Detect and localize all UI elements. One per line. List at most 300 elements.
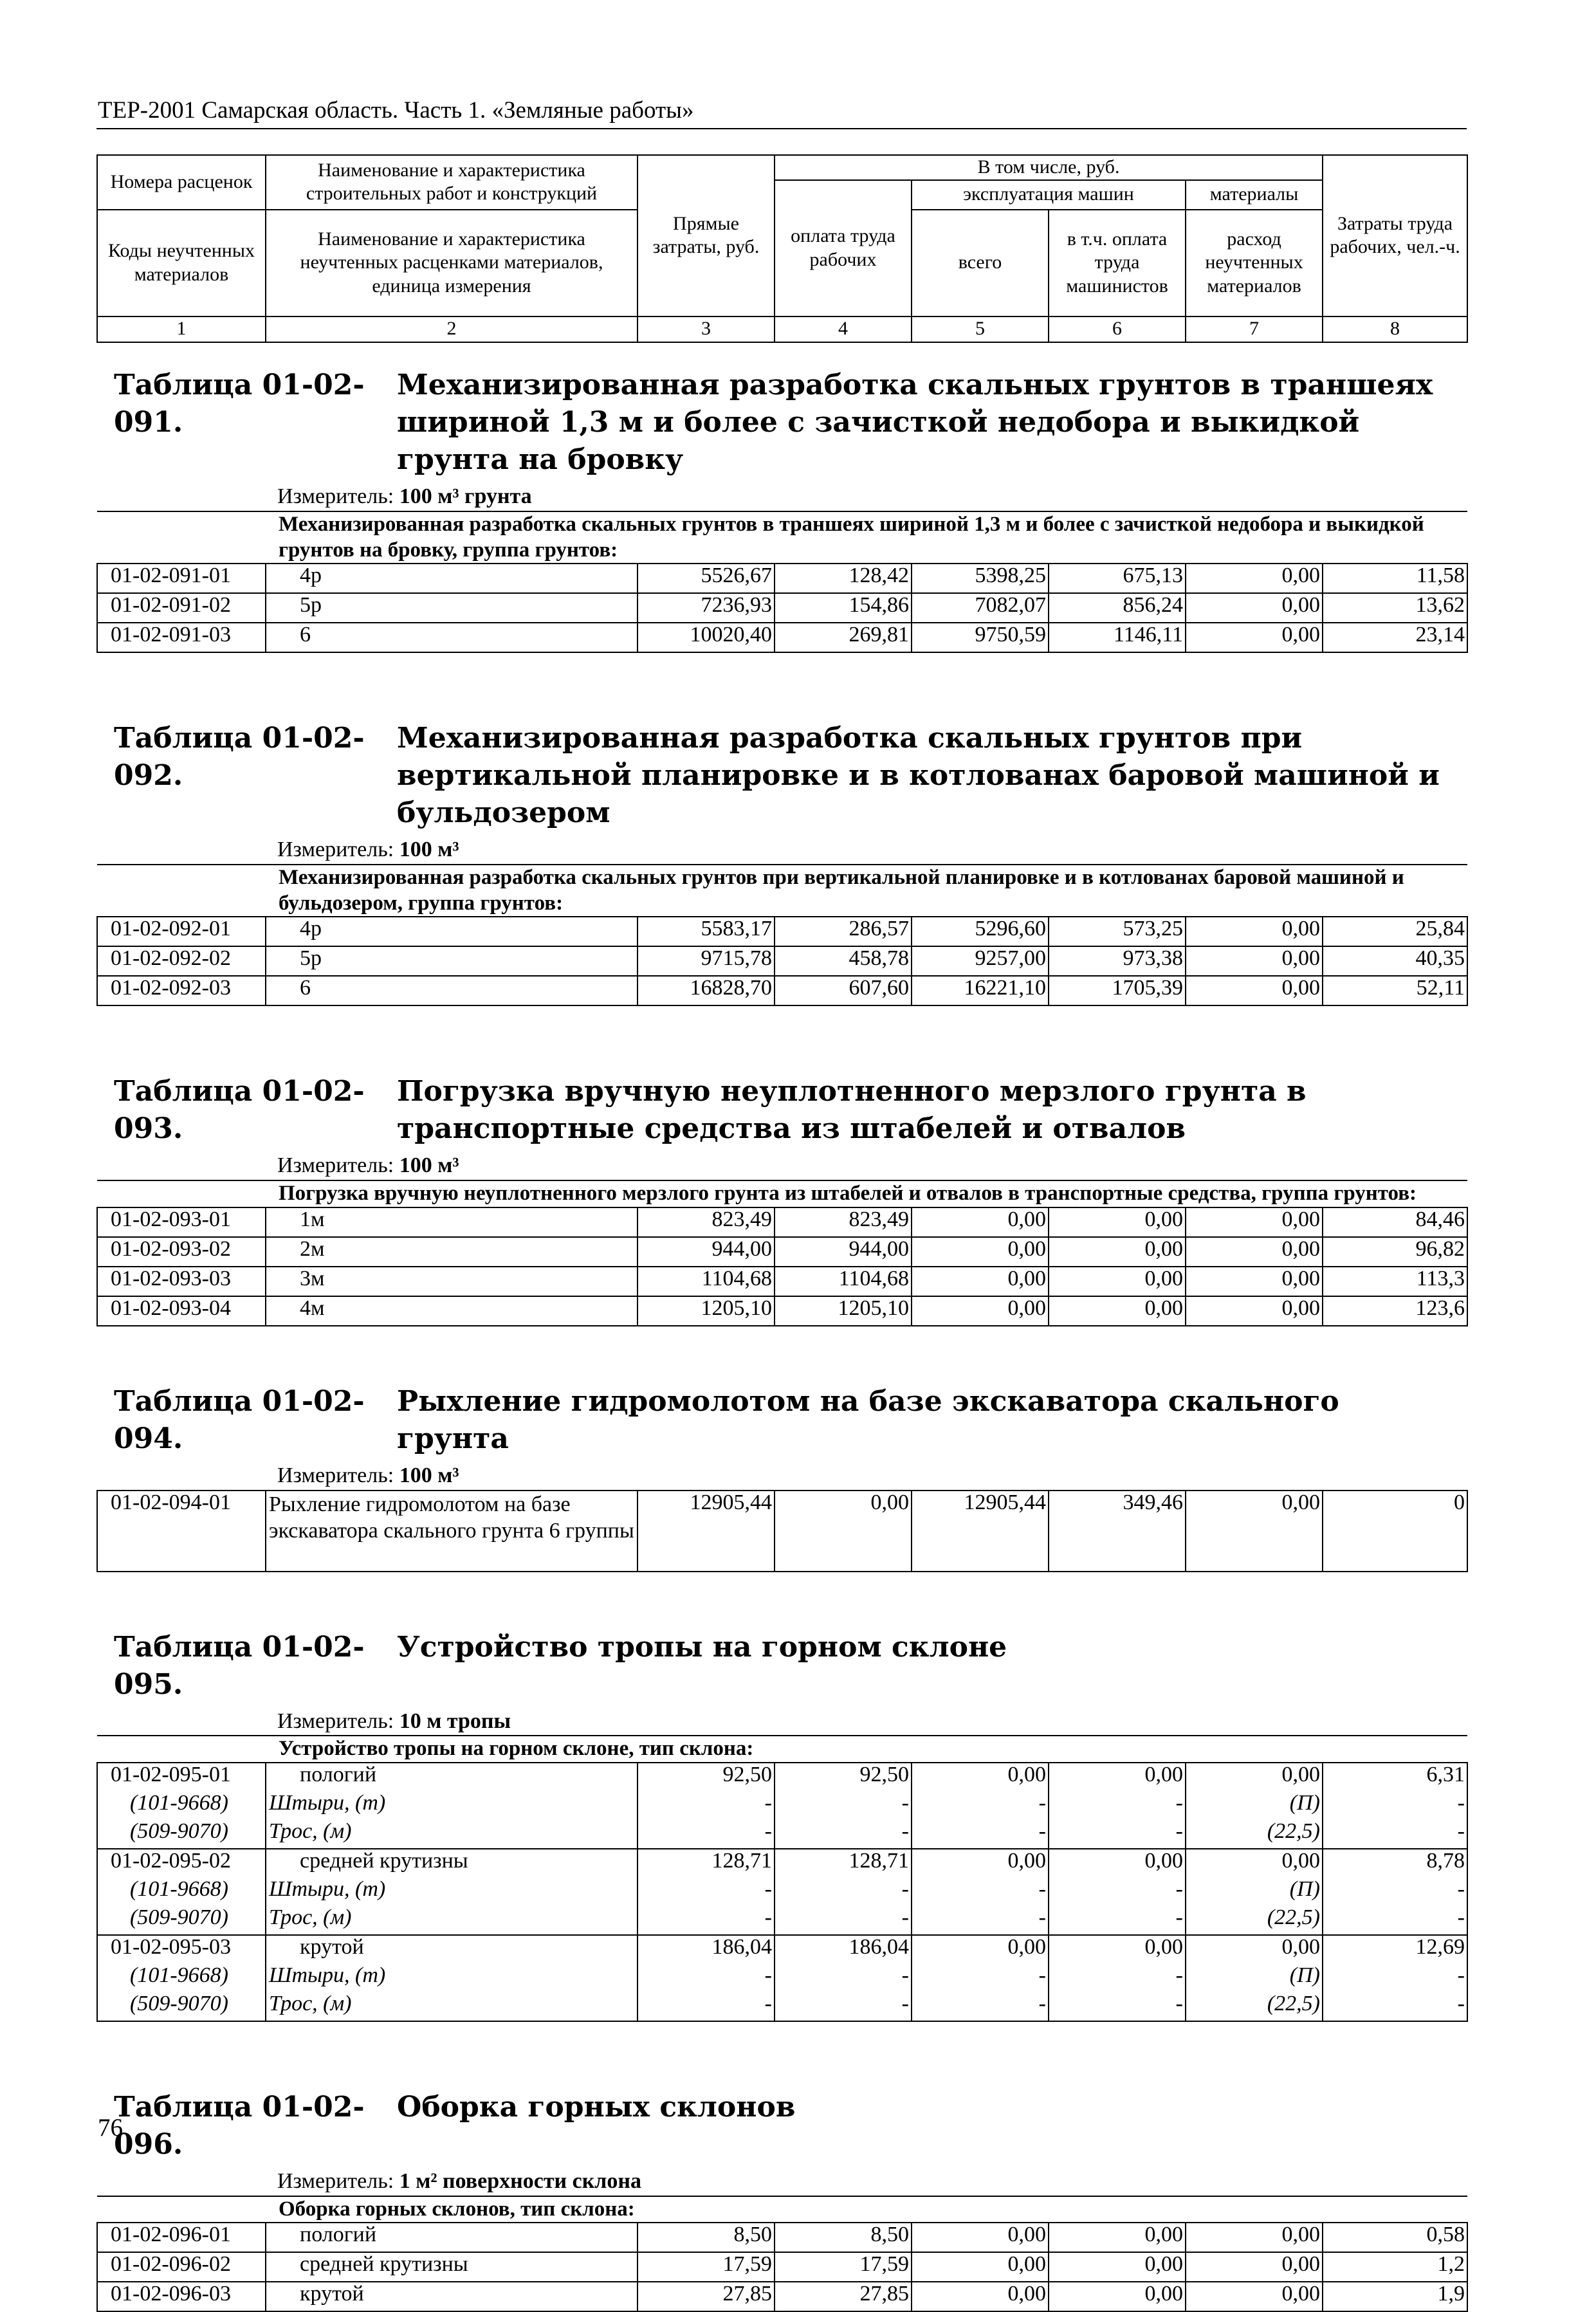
direct-costs: - (637, 1878, 775, 1906)
measure-value: 100 м³ (399, 838, 459, 862)
operator-pay: - (1049, 1964, 1186, 1992)
measure-line (97, 2170, 1467, 2196)
table-heading-cell (97, 1625, 1467, 1710)
operator-pay: 0,00 (1049, 1207, 1186, 1237)
table-row (97, 2252, 1467, 2282)
rates-table (96, 337, 1468, 2312)
work-name: 5р (266, 946, 637, 976)
worker-pay: 92,50 (775, 1763, 912, 1792)
materials-value: 0,00 (1186, 1267, 1323, 1296)
header-spacer-cell (97, 337, 1467, 363)
measure-line (97, 1710, 1467, 1736)
labor-costs: - (1323, 1792, 1467, 1820)
table-spacer (97, 1005, 1467, 1042)
hdr-rate-numbers: Номера расценок (97, 155, 266, 210)
operator-pay: - (1049, 1820, 1186, 1849)
materials-value: 0,00 (1186, 2223, 1323, 2252)
header-spacer (97, 337, 1467, 363)
material-row (97, 1964, 1467, 1992)
group-header-cell: Погрузка вручную неуплотненного мерзлого грунта из штабелей и отвалов в транспортные средства, группа грунтов: (97, 1180, 1467, 1207)
material-code: (509-9070) (97, 1992, 266, 2021)
table-heading-cell (97, 363, 1467, 485)
operator-pay: 0,00 (1049, 2223, 1186, 2252)
material-name: Штыри, (т) (266, 1878, 637, 1906)
material-row (97, 1878, 1467, 1906)
worker-pay: 458,78 (775, 946, 912, 976)
materials-value: 0,00 (1186, 1491, 1323, 1572)
header-spacer-cell (97, 2058, 1467, 2085)
materials-value: (22,5) (1186, 1906, 1323, 1935)
labor-costs: 40,35 (1323, 946, 1467, 976)
rate-code: 01-02-093-02 (97, 1237, 266, 1267)
group-header (97, 2196, 1467, 2223)
rate-code: 01-02-093-03 (97, 1267, 266, 1296)
table-spacer (97, 1572, 1467, 1608)
rate-code: 01-02-093-04 (97, 1296, 266, 1326)
table-heading-cell (97, 1069, 1467, 1154)
labor-costs: 25,84 (1323, 917, 1467, 946)
measure-line (97, 1154, 1467, 1180)
operator-pay: - (1049, 1992, 1186, 2021)
direct-costs: - (637, 1820, 775, 1849)
labor-costs: 11,58 (1323, 564, 1467, 593)
direct-costs: 17,59 (637, 2252, 775, 2282)
header-spacer-cell (97, 1042, 1467, 1069)
measure-line (97, 485, 1467, 511)
measure-line (97, 1464, 1467, 1491)
header-spacer-cell (97, 1608, 1467, 1625)
direct-costs: - (637, 1792, 775, 1820)
machine-total: 0,00 (912, 2223, 1049, 2252)
worker-pay: 607,60 (775, 976, 912, 1005)
table-spacer (97, 1326, 1467, 1362)
direct-costs: 5583,17 (637, 917, 775, 946)
worker-pay: 944,00 (775, 1237, 912, 1267)
machine-total: 5296,60 (912, 917, 1049, 946)
table-spacer (97, 2021, 1467, 2058)
work-name: пологий (266, 1763, 637, 1792)
work-name: крутой (266, 1935, 637, 1964)
measure-line-cell (97, 838, 1467, 865)
labor-costs: 1,2 (1323, 2252, 1467, 2282)
materials-value: (П) (1186, 1964, 1323, 1992)
work-name: 4м (266, 1296, 637, 1326)
measure-line-cell (97, 1710, 1467, 1736)
table-heading-cell (97, 716, 1467, 838)
col-number: 5 (912, 317, 1049, 342)
materials-value: 0,00 (1186, 1237, 1323, 1267)
worker-pay: - (775, 1964, 912, 1992)
table-row (97, 1267, 1467, 1296)
direct-costs: 823,49 (637, 1207, 775, 1237)
labor-costs: - (1323, 1964, 1467, 1992)
material-row (97, 1820, 1467, 1849)
direct-costs: 9715,78 (637, 946, 775, 976)
table-spacer-cell (97, 652, 1467, 689)
measure-line-cell (97, 2170, 1467, 2196)
table-row (97, 2223, 1467, 2252)
measure-label: Измеритель: (277, 1153, 394, 1178)
material-code: (101-9668) (97, 1964, 266, 1992)
measure-value: 100 м³ (399, 1463, 459, 1487)
header-spacer (97, 1042, 1467, 1069)
operator-pay: 0,00 (1049, 1296, 1186, 1326)
col-number: 7 (1186, 317, 1323, 342)
hdr-unaccounted-consumption: расход неучтенных материалов (1186, 210, 1323, 317)
table-title: Устройство тропы на горном склоне (397, 1630, 1007, 1664)
hdr-material-codes: Коды неучтенных материалов (97, 210, 266, 317)
material-row (97, 1906, 1467, 1935)
operator-pay: 675,13 (1049, 564, 1186, 593)
header-spacer-cell (97, 689, 1467, 716)
table-spacer-cell (97, 1005, 1467, 1042)
machine-total: 12905,44 (912, 1491, 1049, 1572)
hdr-worker-pay: оплата труда рабочих (775, 180, 912, 317)
header-spacer (97, 1608, 1467, 1625)
table-row (97, 976, 1467, 1005)
running-header: ТЕР-2001 Самарская область. Часть 1. «Земляные работы» (98, 97, 694, 124)
machine-total: - (912, 1820, 1049, 1849)
machine-total: - (912, 1964, 1049, 1992)
measure-line-cell (97, 485, 1467, 511)
materials-value: (П) (1186, 1878, 1323, 1906)
worker-pay: 27,85 (775, 2282, 912, 2311)
materials-value: 0,00 (1186, 2252, 1323, 2282)
table-title: Механизированная разработка скальных грунтов при вертикальной планировке и в котлованах баровой машиной и бульдозером (397, 722, 1440, 830)
table-caption: Таблица 01-02-093. (114, 1075, 365, 1146)
group-header (97, 511, 1467, 564)
table-row (97, 564, 1467, 593)
table-row (97, 917, 1467, 946)
material-row (97, 1792, 1467, 1820)
labor-costs: 0 (1323, 1491, 1467, 1572)
measure-value: 10 м тропы (399, 1709, 511, 1733)
rate-code: 01-02-095-01 (97, 1763, 266, 1792)
table-heading (97, 1069, 1467, 1154)
hdr-total: всего (912, 210, 1049, 317)
rate-code: 01-02-091-01 (97, 564, 266, 593)
labor-costs: - (1323, 1820, 1467, 1849)
direct-costs: 5526,67 (637, 564, 775, 593)
operator-pay: 0,00 (1049, 1935, 1186, 1964)
table-caption: Таблица 01-02-091. (114, 369, 365, 439)
measure-label: Измеритель: (277, 2169, 394, 2194)
machine-total: - (912, 1878, 1049, 1906)
work-name: 4р (266, 917, 637, 946)
worker-pay: 1205,10 (775, 1296, 912, 1326)
work-name: 5р (266, 593, 637, 623)
measure-line-cell (97, 1464, 1467, 1491)
material-name: Штыри, (т) (266, 1792, 637, 1820)
page-number: 76 (98, 2114, 123, 2142)
table-caption: Таблица 01-02-094. (114, 1384, 365, 1455)
materials-value: 0,00 (1186, 564, 1323, 593)
machine-total: 5398,25 (912, 564, 1049, 593)
labor-costs: - (1323, 1878, 1467, 1906)
header-spacer-cell (97, 1362, 1467, 1379)
worker-pay: - (775, 1820, 912, 1849)
work-name: пологий (266, 2223, 637, 2252)
group-header-cell: Механизированная разработка скальных грунтов при вертикальной планировке и в котлованах баровой машиной и бульдозером, группа грунтов: (97, 865, 1467, 917)
operator-pay: 0,00 (1049, 2252, 1186, 2282)
column-header-table (96, 154, 1468, 343)
direct-costs: 7236,93 (637, 593, 775, 623)
worker-pay: - (775, 1792, 912, 1820)
operator-pay: 0,00 (1049, 1849, 1186, 1878)
col-number: 2 (266, 317, 637, 342)
labor-costs: - (1323, 1992, 1467, 2021)
work-name: 1м (266, 1207, 637, 1237)
group-header-cell: Оборка горных склонов, тип склона: (97, 2196, 1467, 2223)
hdr-materials: материалы (1186, 180, 1323, 210)
labor-costs: 96,82 (1323, 1237, 1467, 1267)
worker-pay: 17,59 (775, 2252, 912, 2282)
group-header (97, 865, 1467, 917)
rate-code: 01-02-091-03 (97, 623, 266, 652)
materials-value: 0,00 (1186, 1296, 1323, 1326)
rate-code: 01-02-095-03 (97, 1935, 266, 1964)
materials-value: 0,00 (1186, 2282, 1323, 2311)
operator-pay: - (1049, 1878, 1186, 1906)
worker-pay: - (775, 1992, 912, 2021)
table-row (97, 1849, 1467, 1878)
operator-pay: 0,00 (1049, 2282, 1186, 2311)
operator-pay: - (1049, 1792, 1186, 1820)
rate-code: 01-02-091-02 (97, 593, 266, 623)
rate-code: 01-02-096-03 (97, 2282, 266, 2311)
work-name: 6 (266, 623, 637, 652)
table-title: Погрузка вручную неуплотненного мерзлого грунта в транспортные средства из штабелей и отвалов (397, 1075, 1307, 1146)
worker-pay: 0,00 (775, 1491, 912, 1572)
table-row (97, 1207, 1467, 1237)
materials-value: 0,00 (1186, 917, 1323, 946)
table-row (97, 1237, 1467, 1267)
work-name: крутой (266, 2282, 637, 2311)
labor-costs: 0,58 (1323, 2223, 1467, 2252)
operator-pay: 1146,11 (1049, 623, 1186, 652)
material-name: Трос, (м) (266, 1906, 637, 1935)
material-code: (509-9070) (97, 1820, 266, 1849)
header-spacer (97, 2058, 1467, 2085)
group-header (97, 1180, 1467, 1207)
materials-value: 0,00 (1186, 946, 1323, 976)
direct-costs: 10020,40 (637, 623, 775, 652)
header-spacer (97, 689, 1467, 716)
labor-costs: 8,78 (1323, 1849, 1467, 1878)
machine-total: 0,00 (912, 1237, 1049, 1267)
table-heading (97, 716, 1467, 838)
col-number: 6 (1049, 317, 1186, 342)
rate-code: 01-02-094-01 (97, 1491, 266, 1572)
direct-costs: 186,04 (637, 1935, 775, 1964)
machine-total: - (912, 1906, 1049, 1935)
table-caption: Таблица 01-02-092. (114, 722, 365, 793)
operator-pay: 0,00 (1049, 1237, 1186, 1267)
machine-total: 9257,00 (912, 946, 1049, 976)
labor-costs: 6,31 (1323, 1763, 1467, 1792)
table-spacer-cell (97, 2021, 1467, 2058)
table-spacer-cell (97, 1572, 1467, 1608)
machine-total: 0,00 (912, 1935, 1049, 1964)
direct-costs: 16828,70 (637, 976, 775, 1005)
worker-pay: - (775, 1878, 912, 1906)
worker-pay: 286,57 (775, 917, 912, 946)
labor-costs: 52,11 (1323, 976, 1467, 1005)
measure-label: Измеритель: (277, 838, 394, 862)
worker-pay: 128,71 (775, 1849, 912, 1878)
header-spacer (97, 1362, 1467, 1379)
table-title: Рыхление гидромолотом на базе экскаватора скального грунта (397, 1384, 1339, 1455)
direct-costs: 12905,44 (637, 1491, 775, 1572)
machine-total: 0,00 (912, 1296, 1049, 1326)
table-heading (97, 1379, 1467, 1464)
machine-total: 0,00 (912, 1207, 1049, 1237)
operator-pay: 573,25 (1049, 917, 1186, 946)
machine-total: - (912, 1792, 1049, 1820)
measure-label: Измеритель: (277, 1463, 394, 1487)
machine-total: 0,00 (912, 1849, 1049, 1878)
col-number: 3 (637, 317, 775, 342)
machine-total: 9750,59 (912, 623, 1049, 652)
hdr-labor-costs: Затраты труда рабочих, чел.-ч. (1323, 155, 1467, 317)
operator-pay: 349,46 (1049, 1491, 1186, 1572)
table-heading (97, 2085, 1467, 2170)
materials-value: 0,00 (1186, 1935, 1323, 1964)
labor-costs: 123,6 (1323, 1296, 1467, 1326)
col-number: 8 (1323, 317, 1467, 342)
labor-costs: 113,3 (1323, 1267, 1467, 1296)
table-heading (97, 363, 1467, 485)
material-row (97, 1992, 1467, 2021)
material-code: (101-9668) (97, 1878, 266, 1906)
direct-costs: - (637, 1992, 775, 2021)
measure-line-cell (97, 1154, 1467, 1180)
table-caption: Таблица 01-02-096. (114, 2090, 365, 2161)
measure-label: Измеритель: (277, 1709, 394, 1733)
labor-costs: 12,69 (1323, 1935, 1467, 1964)
measure-line (97, 838, 1467, 865)
machine-total: 0,00 (912, 2282, 1049, 2311)
table-row (97, 946, 1467, 976)
material-code: (101-9668) (97, 1792, 266, 1820)
table-row (97, 593, 1467, 623)
worker-pay: 823,49 (775, 1207, 912, 1237)
rate-code: 01-02-096-01 (97, 2223, 266, 2252)
measure-value: 1 м² поверхности склона (399, 2169, 641, 2194)
materials-value: (22,5) (1186, 1820, 1323, 1849)
work-name: 3м (266, 1267, 637, 1296)
table-spacer (97, 652, 1467, 689)
group-header-cell: Механизированная разработка скальных грунтов в траншеях шириной 1,3 м и более с зачисткой недобора и выкидкой грунтов на бровку, группа грунтов: (97, 511, 1467, 564)
labor-costs: - (1323, 1906, 1467, 1935)
worker-pay: - (775, 1906, 912, 1935)
rate-code: 01-02-092-03 (97, 976, 266, 1005)
materials-value: 0,00 (1186, 623, 1323, 652)
operator-pay: 856,24 (1049, 593, 1186, 623)
material-name: Штыри, (т) (266, 1964, 637, 1992)
material-name: Трос, (м) (266, 1992, 637, 2021)
group-header-cell: Устройство тропы на горном склоне, тип склона: (97, 1736, 1467, 1763)
machine-total: - (912, 1992, 1049, 2021)
operator-pay: 0,00 (1049, 1763, 1186, 1792)
worker-pay: 8,50 (775, 2223, 912, 2252)
hdr-operator-pay: в т.ч. оплата труда машинистов (1049, 210, 1186, 317)
materials-value: 0,00 (1186, 1207, 1323, 1237)
work-name: средней крутизны (266, 2252, 637, 2282)
direct-costs: 8,50 (637, 2223, 775, 2252)
worker-pay: 1104,68 (775, 1267, 912, 1296)
labor-costs: 23,14 (1323, 623, 1467, 652)
hdr-direct-costs: Прямые затраты, руб. (637, 155, 775, 317)
direct-costs: 27,85 (637, 2282, 775, 2311)
machine-total: 0,00 (912, 1763, 1049, 1792)
table-title: Оборка горных склонов (397, 2090, 796, 2124)
direct-costs: 128,71 (637, 1849, 775, 1878)
work-name: 6 (266, 976, 637, 1005)
materials-value: 0,00 (1186, 593, 1323, 623)
table-caption: Таблица 01-02-095. (114, 1630, 365, 1701)
material-name: Трос, (м) (266, 1820, 637, 1849)
materials-value: (П) (1186, 1792, 1323, 1820)
machine-total: 0,00 (912, 1267, 1049, 1296)
machine-total: 0,00 (912, 2252, 1049, 2282)
table-row (97, 623, 1467, 652)
direct-costs: 1104,68 (637, 1267, 775, 1296)
direct-costs: 944,00 (637, 1237, 775, 1267)
materials-value: 0,00 (1186, 1763, 1323, 1792)
operator-pay: 1705,39 (1049, 976, 1186, 1005)
table-row (97, 2282, 1467, 2311)
table-row (97, 1763, 1467, 1792)
measure-value: 100 м³ грунта (399, 484, 532, 509)
rate-code: 01-02-092-01 (97, 917, 266, 946)
worker-pay: 269,81 (775, 623, 912, 652)
table-heading-cell (97, 2085, 1467, 2170)
work-name: 4р (266, 564, 637, 593)
table-row (97, 1935, 1467, 1964)
labor-costs: 1,9 (1323, 2282, 1467, 2311)
hdr-material-name: Наименование и характеристика неучтенных расценками материалов, единица измерения (266, 210, 637, 317)
worker-pay: 186,04 (775, 1935, 912, 1964)
table-heading (97, 1625, 1467, 1710)
hdr-work-name: Наименование и характеристика строительных работ и конструкций (266, 155, 637, 210)
direct-costs: - (637, 1906, 775, 1935)
measure-value: 100 м³ (399, 1153, 459, 1178)
table-spacer-cell (97, 1326, 1467, 1362)
operator-pay: - (1049, 1906, 1186, 1935)
worker-pay: 154,86 (775, 593, 912, 623)
hdr-machine-operation: эксплуатация машин (912, 180, 1186, 210)
work-name: 2м (266, 1237, 637, 1267)
rate-code: 01-02-096-02 (97, 2252, 266, 2282)
material-code: (509-9070) (97, 1906, 266, 1935)
direct-costs: 92,50 (637, 1763, 775, 1792)
col-number: 4 (775, 317, 912, 342)
materials-value: (22,5) (1186, 1992, 1323, 2021)
materials-value: 0,00 (1186, 976, 1323, 1005)
group-header (97, 1736, 1467, 1763)
rate-code: 01-02-092-02 (97, 946, 266, 976)
materials-value: 0,00 (1186, 1849, 1323, 1878)
table-row (97, 1296, 1467, 1326)
rate-code: 01-02-093-01 (97, 1207, 266, 1237)
operator-pay: 973,38 (1049, 946, 1186, 976)
measure-label: Измеритель: (277, 484, 394, 509)
machine-total: 7082,07 (912, 593, 1049, 623)
header-rule (96, 128, 1467, 129)
hdr-incl-rub: В том числе, руб. (775, 155, 1323, 180)
rate-code: 01-02-095-02 (97, 1849, 266, 1878)
